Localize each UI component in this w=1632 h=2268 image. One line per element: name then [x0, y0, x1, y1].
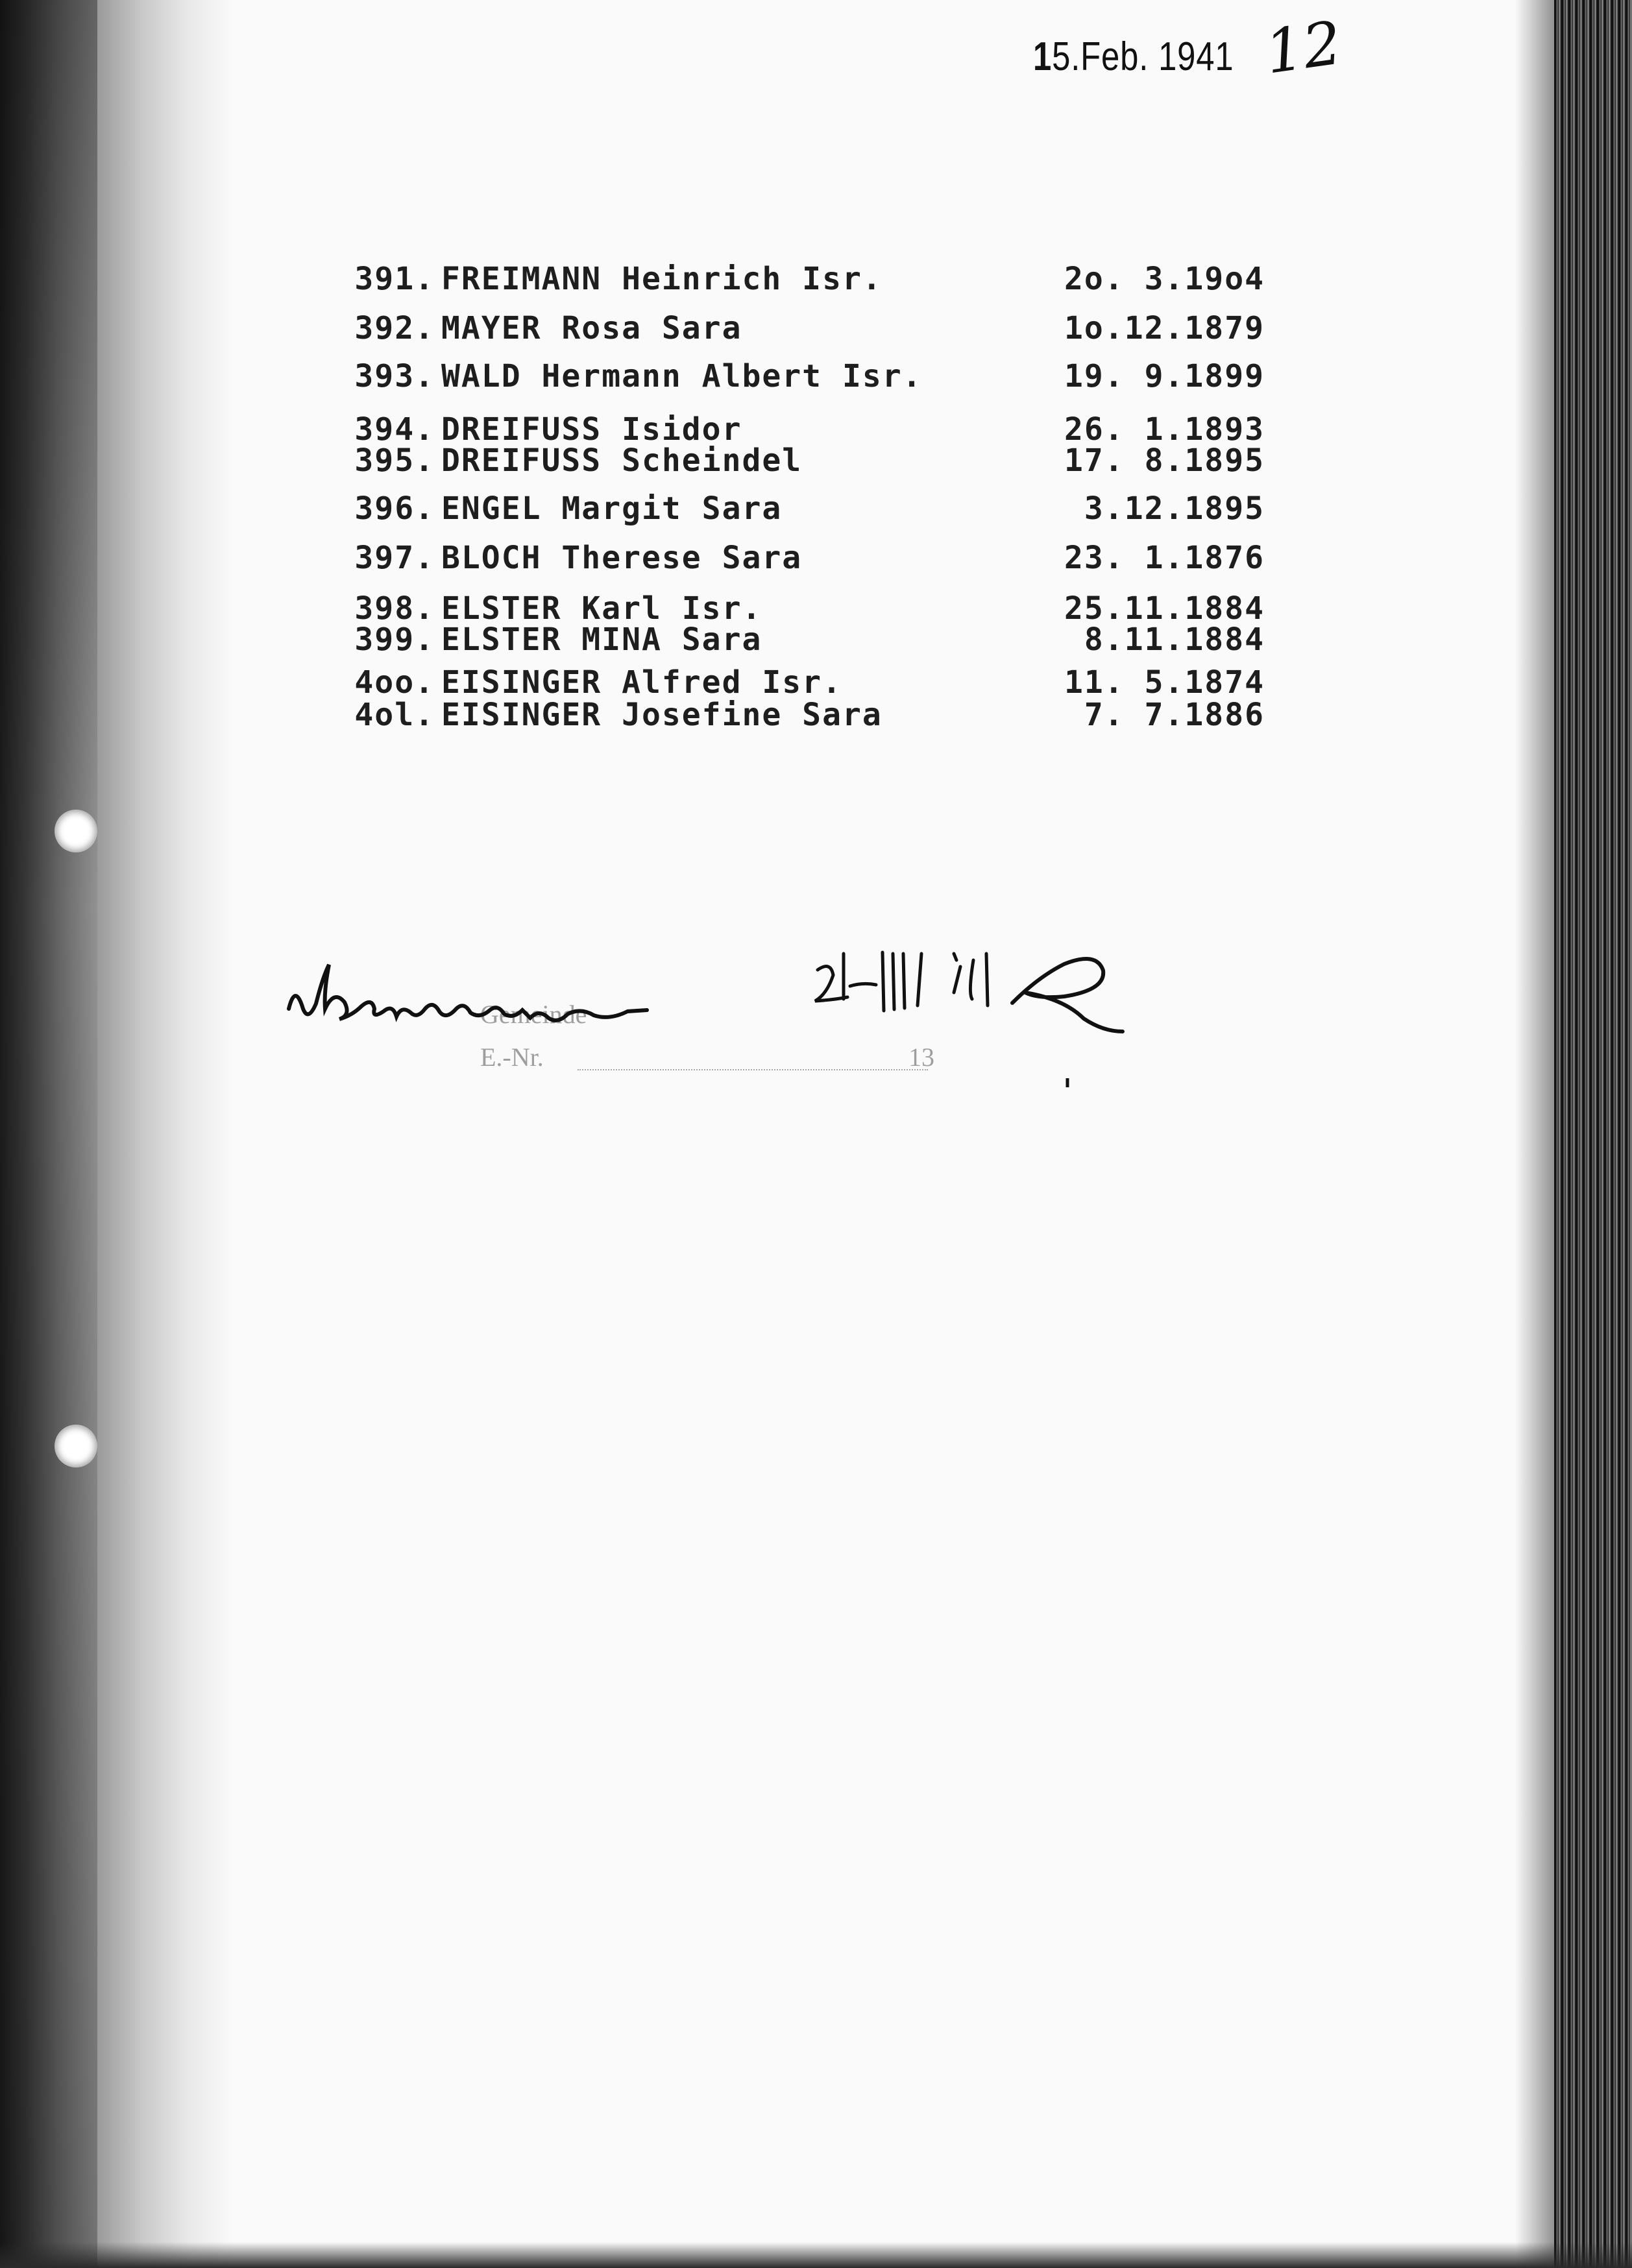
entry-birthdate: 8.11.1884 — [1084, 621, 1265, 658]
receipt-stamp — [480, 999, 947, 1083]
entry-number: 398. — [354, 590, 435, 627]
entry-number: 394. — [354, 411, 435, 448]
list-item — [0, 261, 1632, 300]
list-item — [0, 490, 1632, 529]
entry-name: ELSTER Karl Isr. — [441, 590, 762, 627]
date-stamp-rest: 5.Feb. 1941 — [1052, 34, 1234, 79]
entry-name: MAYER Rosa Sara — [441, 310, 742, 346]
entry-name: EISINGER Alfred Isr. — [441, 664, 842, 701]
entry-number: 399. — [354, 621, 435, 658]
list-item — [0, 442, 1632, 481]
receipt-stamp-line1: Gemeinde — [480, 1000, 587, 1029]
entry-number: 391. — [354, 261, 435, 297]
bottom-edge-shadow — [0, 2242, 1632, 2268]
punch-hole-top — [55, 810, 97, 852]
entry-name: BLOCH Therese Sara — [441, 540, 803, 576]
entry-birthdate: 2o. 3.19o4 — [1064, 261, 1265, 297]
entry-name: FREIMANN Heinrich Isr. — [441, 261, 883, 297]
entry-name: DREIFUSS Isidor — [441, 411, 742, 448]
list-item — [0, 310, 1632, 349]
entry-name: DREIFUSS Scheindel — [441, 442, 803, 479]
list-item — [0, 358, 1632, 397]
entry-birthdate: 25.11.1884 — [1064, 590, 1265, 627]
date-stamp-prefix: 1 — [1033, 34, 1053, 79]
entry-birthdate: 19. 9.1899 — [1064, 358, 1265, 394]
handwritten-page-number: 12 — [1261, 8, 1346, 88]
entry-number: 396. — [354, 490, 435, 527]
entry-number: 393. — [354, 358, 435, 394]
entry-name: ELSTER MINA Sara — [441, 621, 762, 658]
list-item — [0, 697, 1632, 736]
entry-birthdate: 11. 5.1874 — [1064, 664, 1265, 701]
entry-number: 395. — [354, 442, 435, 479]
entry-birthdate: 23. 1.1876 — [1064, 540, 1265, 576]
receipt-stamp-line2: E.-Nr. — [480, 1043, 544, 1072]
list-item — [0, 621, 1632, 660]
entry-name: WALD Hermann Albert Isr. — [441, 358, 923, 394]
entry-birthdate: 3.12.1895 — [1084, 490, 1265, 527]
entry-name: ENGEL Margit Sara — [441, 490, 783, 527]
entry-number: 392. — [354, 310, 435, 346]
entry-name: EISINGER Josefine Sara — [441, 697, 883, 733]
list-item — [0, 540, 1632, 579]
entry-birthdate: 7. 7.1886 — [1084, 697, 1265, 733]
punch-hole-bottom — [55, 1425, 97, 1467]
entry-birthdate: 26. 1.1893 — [1064, 411, 1265, 448]
entry-number: 4ol. — [354, 697, 435, 733]
entry-number: 397. — [354, 540, 435, 576]
entry-birthdate: 1o.12.1879 — [1064, 310, 1265, 346]
receipt-stamp-mark: 13 — [908, 1043, 934, 1072]
date-stamp — [1033, 34, 1234, 80]
entry-birthdate: 17. 8.1895 — [1064, 442, 1265, 479]
entry-number: 4oo. — [354, 664, 435, 701]
receipt-stamp-rule — [578, 1069, 928, 1070]
